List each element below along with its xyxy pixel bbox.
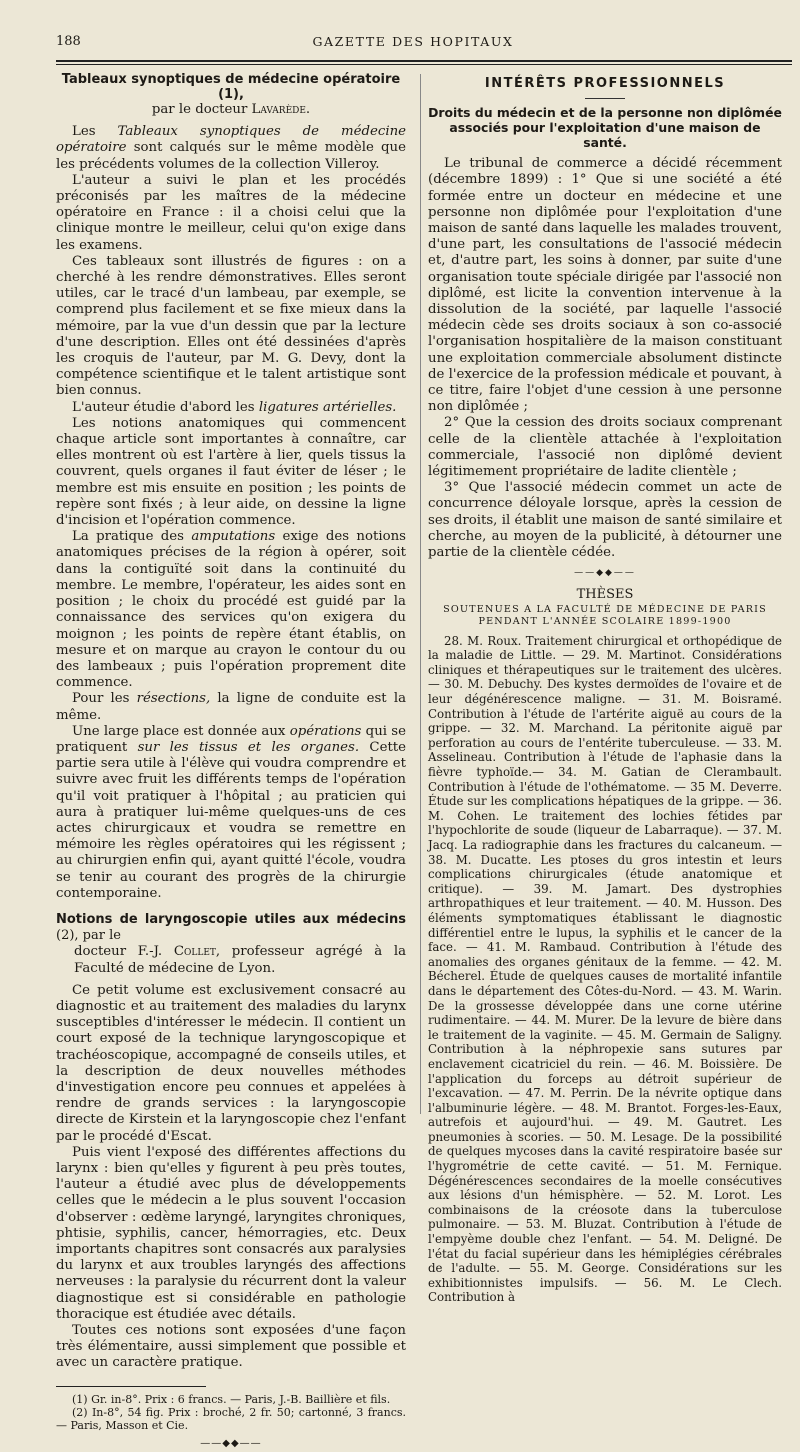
text: sont calqués sur le même modèle que les précédents volumes de la collection Villeroy.	[56, 140, 406, 172]
title-tail: (2), par le	[56, 928, 121, 944]
italic-text: opérations	[289, 723, 362, 739]
paragraph: Les notions anatomiques qui commencent chaque article sont importantes à connaître, car elles montrent où est l'artère à lier, quels tissus la couvrent, quels organes il faut éviter de léser ; le membre est mis ensuite en position ; les points de repère sont fixés ; à leur aide, on dessine la ligne d'incision et l'opération commence.	[56, 415, 406, 529]
paragraph	[56, 724, 406, 902]
paragraph: Toutes ces notions sont exposées d'une façon très élémentaire, aussi simplement que possible et avec un caractère pratique.	[56, 1323, 406, 1371]
review-title-laryngoscopie	[56, 912, 406, 944]
paragraph: L'auteur a suivi le plan et les procédés préconisés par les maîtres de la médecine opératoire en France : il a choisi celui que la clinique montre le meilleur, celui qu'on exige dans les examens.	[56, 172, 406, 253]
ornament-divider: ——◆◆——	[200, 1437, 262, 1449]
italic-text: amputations	[191, 529, 276, 545]
italic-text: Tableaux synoptiques de médecine opératoire	[56, 124, 406, 156]
text: la ligne de conduite est la même.	[56, 691, 407, 723]
text: professeur agrégé à la Faculté de médecine de Lyon.	[74, 944, 406, 976]
italic-text: sur les tissus et les organes.	[137, 739, 360, 755]
theses-subheading: SOUTENUES A LA FACULTÉ DE MÉDECINE DE PARIS	[443, 603, 767, 615]
footnote: (2) In-8°, 54 fig. Prix : broché, 2 fr. 50; cartonné, 3 francs. — Paris, Masson et Cie.	[56, 1405, 406, 1432]
review-author-line	[56, 944, 406, 976]
footnote-rule	[56, 1386, 206, 1387]
paragraph	[56, 529, 406, 691]
paragraph	[56, 124, 406, 173]
paragraph: 2° Que la cession des droits sociaux comprenant celle de la clientèle attachée à l'exploitation commerciale, l'associé non diplômé devient légitimement propriétaire de ladite clientèle ;	[428, 415, 782, 480]
theses-heading: THÈSES	[576, 587, 634, 603]
paragraph: Puis vient l'exposé des différentes affections du larynx : bien qu'elles y figurent à peu près toutes, l'auteur a étudié avec plus de développements celles que le médecin a le plus souvent l'occasion d'observer : œdème laryngé, laryngites chroniques, phtisie, syphilis, cancer, hémorragies, etc. Deux importants chapitres sont consacrés aux paralysies du larynx et aux troubles laryngés des affections nerveuses : la paralysie du récurrent dont la valeur diagnostique est si considérable en pathologie thoracique est étudiée avec détails.	[56, 1144, 406, 1322]
page-header	[56, 34, 770, 56]
header-rule-thin	[56, 64, 792, 65]
heading-rule	[585, 98, 625, 99]
paragraph: Le tribunal de commerce a décidé récemment (décembre 1899) : 1° Que si une société a été formée entre un docteur en médecine et une personne non diplômée pour l'exploitation d'une maison de santé dans laquelle les malades trouvent, d'une part, les consultations de l'associé médecin et, d'autre part, les soins à donner, par suite d'une organisation toute spéciale dirigée par l'associé non diplômé, est licite la convention intervenue à la dissolution de la société, par laquelle l'associé médecin cède ses droits sociaux à son co-associé l'organisation hospitalière de la maison constituant une exploitation commerciale absolument distincte de l'exercice de la profession médicale et pouvant, à ce titre, faire l'objet d'une cession à une personne non diplômée ;	[428, 156, 782, 415]
footnote: (1) Gr. in-8°. Prix : 6 francs. — Paris, J.-B. Baillière et fils.	[72, 1392, 391, 1406]
title-text: Notions de laryngoscopie utiles aux médecins	[56, 911, 406, 927]
right-column	[428, 72, 782, 1305]
review-title-tableaux: Tableaux synoptiques de médecine opératoire (1),	[61, 72, 401, 102]
text: exige des notions anatomiques précises de la région à opérer, soit dans la contiguïté soit dans la continuité du membre. Le membre, l'opérateur, les aides sont en position ; le choix du procédé est guidé par la connaissance des services qu'on exigera du moignon ; les points de repère étant établis, on mesure et on marque au crayon le contour du ou des lambeaux ; puis l'opération proprement dite commence.	[56, 529, 406, 691]
italic-text: ligatures artérielles.	[258, 399, 397, 415]
journal-title: GAZETTE DES HOPITAUX	[312, 34, 514, 49]
paragraph: 3° Que l'associé médecin commet un acte de concurrence déloyale lorsque, après la cession de ses droits, il établit une maison de santé similaire et cherche, au moyen de la publicité, à détourner une partie de la clientèle cédée.	[428, 480, 782, 561]
theses-subheading: PENDANT L'ANNÉE SCOLAIRE 1899-1900	[478, 615, 732, 627]
paragraph: Ce petit volume est exclusivement consacré au diagnostic et au traitement des maladies du larynx susceptibles d'intéresser le médecin. Il contient un court exposé de la technique laryngoscopique et trachéoscopique, accompagné de conseils utiles, et la description de deux nouvelles méthodes d'investigation encore peu connues et appelées à rendre de grands services : la laryngoscopie directe de Kirstein et la laryngoscopie chez l'enfant par le procédé d'Escat.	[56, 982, 406, 1144]
text: docteur F.-J.	[74, 944, 174, 960]
section-heading: INTÉRÊTS PROFESSIONNELS	[484, 76, 726, 91]
paragraph	[56, 691, 406, 723]
text: qui se pratiquent	[56, 723, 406, 755]
text: Une large place est donnée aux	[72, 723, 290, 739]
author-name: Lavarède.	[251, 102, 311, 117]
paragraph: Ces tableaux sont illustrés de figures : on a cherché à les rendre démonstratives. Elles seront utiles, car le tracé d'un lambeau, par exemple, se comprend plus facilement et se fixe mieux dans la mémoire, par la vue d'un dessin que par la lecture d'une description. Elles ont été dessinées d'après les croquis de l'auteur, par M. G. Devy, dont la compétence scientifique et le talent artistique sont bien connus.	[56, 253, 406, 399]
review-author-line	[56, 102, 406, 118]
author-prefix: par le docteur	[151, 102, 252, 117]
author-name: Collet,	[173, 944, 221, 960]
theses-list: 28. M. Roux. Traitement chirurgical et orthopédique de la maladie de Little. — 29. M. Martinot. Considérations cliniques et thérapeutiques sur le traitement des ulcères. — 30. M. Debuchy. Des kystes dermoïdes de l'ovaire et de leur dégénérescence maligne. — 31. M. Boisramé. Contribution à l'étude de l'artérite aiguë au cours de la grippe. — 32. M. Marchand. La péritonite aiguë par perforation au cours de l'entérite tuberculeuse. — 33. M. Asselineau. Contribution à l'étude de l'aphasie dans la fièvre typhoïde.— 34. M. Gatian de Clerambault. Contribution à l'étude de l'othématome. — 35 M. Deverre. Étude sur les complications hépatiques de la grippe. — 36. M. Cohen. Le traitement des lochies fétides par l'hypochlorite de soude (liqueur de Labarraque). — 37. M. Jacq. La radiographie dans les fractures du calcaneum. — 38. M. Ducatte. Les ptoses du gros intestin et leurs complications chirurgicales (étude anatomique et critique). — 39. M. Jamart. Des dystrophies arthropathiques et leur traitement. — 40. M. Husson. Des éléments symptomatiques établissant le diagnostic différentiel entre le lupus, la syphilis et le cancer de la face. — 41. M. Rambaud. Contribution à l'étude des anomalies des organes génitaux de la femme. — 42. M. Bécherel. Étude de quelques causes de mortalité infantile dans le département des Côtes-du-Nord. — 43. M. Warin. De la grossesse développée dans une corne utérine rudimentaire. — 44. M. Murer. De la levure de bière dans le traitement de la vaginite. — 45. M. Germain de Saligny. Contribution à la néphropexie sans sutures par enclavement cicatriciel du rein. — 46. M. Boissière. De l'application du forceps au détroit supérieur de l'excavation. — 47. M. Perrin. De la névrite optique dans l'albuminurie légère. — 48. M. Brantot. Forges-les-Eaux, autrefois et aujourd'hui. — 49. M. Gautret. Les pneumonies à scories. — 50. M. Lesage. De la possibilité de quelques mycoses dans la cavité respiratoire basée sur l'hygrométrie de cette cavité. — 51. M. Fernique. Dégénérescences secondaires de la moelle consécutives aux lésions d'un hémisphère. — 52. M. Lorot. Les combinaisons de la créosote dans la tuberculose pulmonaire. — 53. M. Bluzat. Contribution à l'étude de l'empyème double chez l'enfant. — 54. M. Deligné. De l'état du facial supérieur dans les hémiplégies cérébrales de l'adulte. — 55. M. George. Considérations sur les exhibitionnistes impulsifs. — 56. M. Le Clech. Contribution à	[428, 633, 782, 1305]
text: La pratique des	[72, 529, 192, 545]
ornament-divider: ——◆◆——	[574, 568, 636, 579]
italic-text: résections,	[136, 691, 211, 707]
page-number: 188	[56, 34, 81, 49]
paragraph	[56, 400, 406, 416]
text: Cette partie sera utile à l'élève qui voudra comprendre et suivre avec fruit les différents temps de l'opération qu'il voit pratiquer à l'hôpital ; au praticien qui aura à pratiquer lui-même quelques-uns de ces actes chirurgicaux et voudra se remettre en mémoire les règles opératoires qui les régissent ; au chirurgien enfin qui, ayant quitté l'école, voudra se tenir au courant des progrès de la chirurgie contemporaine.	[56, 739, 406, 901]
left-column	[56, 72, 406, 1452]
header-rule	[56, 60, 792, 62]
text: L'auteur étudie d'abord les	[72, 399, 259, 415]
column-divider	[420, 74, 421, 1114]
article-title: Droits du médecin et de la personne non diplômée associés pour l'exploitation d'une maison de santé.	[428, 105, 782, 151]
text: Pour les	[72, 691, 137, 707]
text: Les	[72, 124, 118, 140]
